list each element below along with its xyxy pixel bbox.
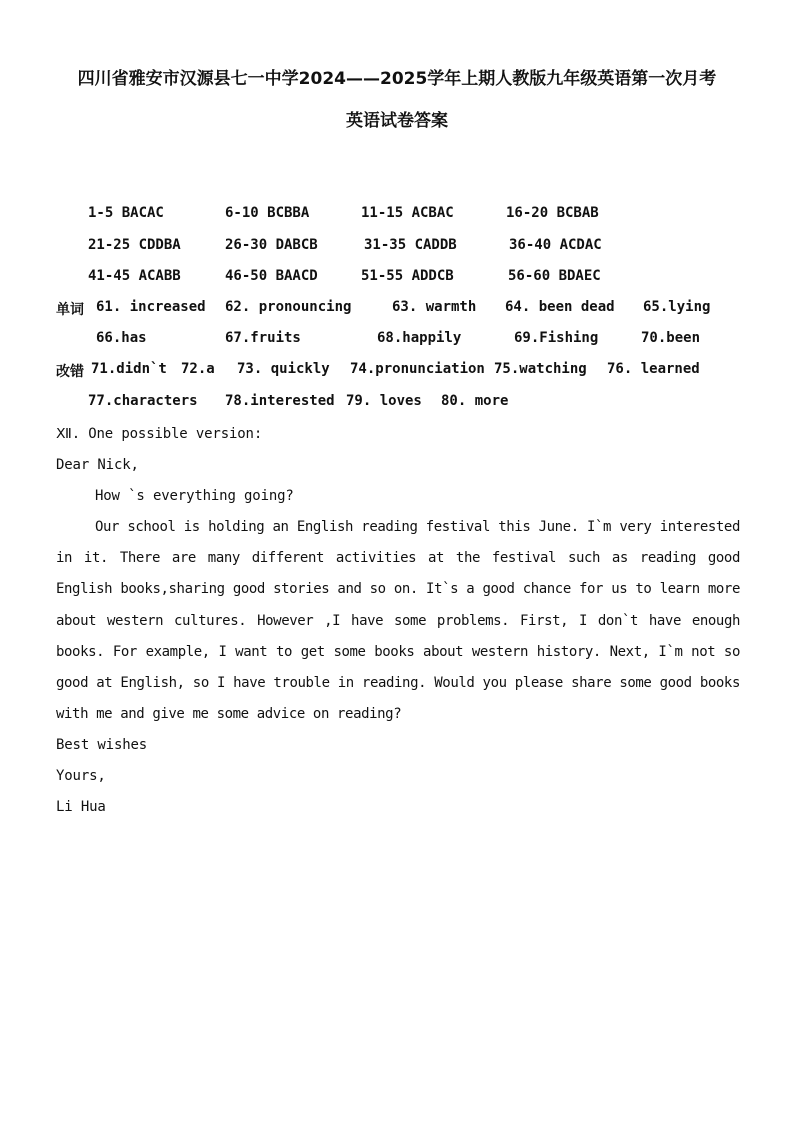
- word-answer: 62. pronouncing: [225, 299, 352, 315]
- error-answer: 76. learned: [607, 361, 700, 377]
- word-answer: 70.been: [641, 330, 701, 346]
- word-answer: 63. warmth: [392, 299, 477, 315]
- mc-answer: 1-5 BACAC: [88, 205, 164, 221]
- mc-answer: 36-40 ACDAC: [509, 237, 602, 253]
- mc-answer: 51-55 ADDCB: [361, 268, 454, 284]
- mc-answer: 6-10 BCBBA: [225, 205, 310, 221]
- mc-answer: 41-45 ACABB: [88, 268, 181, 284]
- mc-answer: 11-15 ACBAC: [361, 205, 454, 221]
- mc-answer: 26-30 DABCB: [225, 237, 318, 253]
- mc-answer: 21-25 CDDBA: [88, 237, 181, 253]
- error-answer: 77.characters: [88, 393, 198, 409]
- word-answer: 67.fruits: [225, 330, 301, 346]
- error-answer: 75.watching: [494, 361, 587, 377]
- section-label-errors: 改错: [56, 364, 84, 380]
- error-answer: 71.didn`t: [91, 361, 167, 377]
- mc-answer: 16-20 BCBAB: [506, 205, 599, 221]
- letter-signature: Li Hua: [56, 799, 106, 815]
- letter-closing: Yours,: [56, 768, 106, 784]
- word-answer: 64. been dead: [505, 299, 615, 315]
- letter-body: Our school is holding an English reading festival this June. I`m very interested in it. There are many different activities at the festival such as reading good English books,sharing good stories and so on. It`s a good chance for us to learn more about western cultures. However ,I have some problems. First, I don`t have enough books. For example, I want to get some books about western history. Next, I`m not so good at English, so I have trouble in reading. Would you please share some good books with me and give me some advice on reading?: [56, 519, 740, 723]
- letter-wishes: Best wishes: [56, 737, 148, 753]
- letter-greeting: Dear Nick,: [56, 457, 139, 473]
- mc-answer: 31-35 CADDB: [364, 237, 457, 253]
- error-answer: 72.a: [181, 361, 215, 377]
- word-answer: 61. increased: [96, 299, 206, 315]
- title-line-1: 四川省雅安市汉源县七一中学2024——2025学年上期人教版九年级英语第一次月考: [77, 69, 717, 89]
- writing-heading: Ⅻ. One possible version:: [56, 426, 263, 442]
- error-answer: 79. loves: [346, 393, 422, 409]
- error-answer: 78.interested: [225, 393, 335, 409]
- error-answer: 74.pronunciation: [350, 361, 485, 377]
- word-answer: 66.has: [96, 330, 147, 346]
- title-line-2: 英语试卷答案: [346, 111, 448, 131]
- section-label-words: 单词: [56, 302, 84, 318]
- error-answer: 80. more: [441, 393, 509, 409]
- mc-answer: 56-60 BDAEC: [508, 268, 601, 284]
- word-answer: 69.Fishing: [514, 330, 599, 346]
- word-answer: 68.happily: [377, 330, 462, 346]
- error-answer: 73. quickly: [237, 361, 330, 377]
- word-answer: 65.lying: [643, 299, 711, 315]
- mc-answer: 46-50 BAACD: [225, 268, 318, 284]
- letter-opening: How `s everything going?: [95, 488, 294, 504]
